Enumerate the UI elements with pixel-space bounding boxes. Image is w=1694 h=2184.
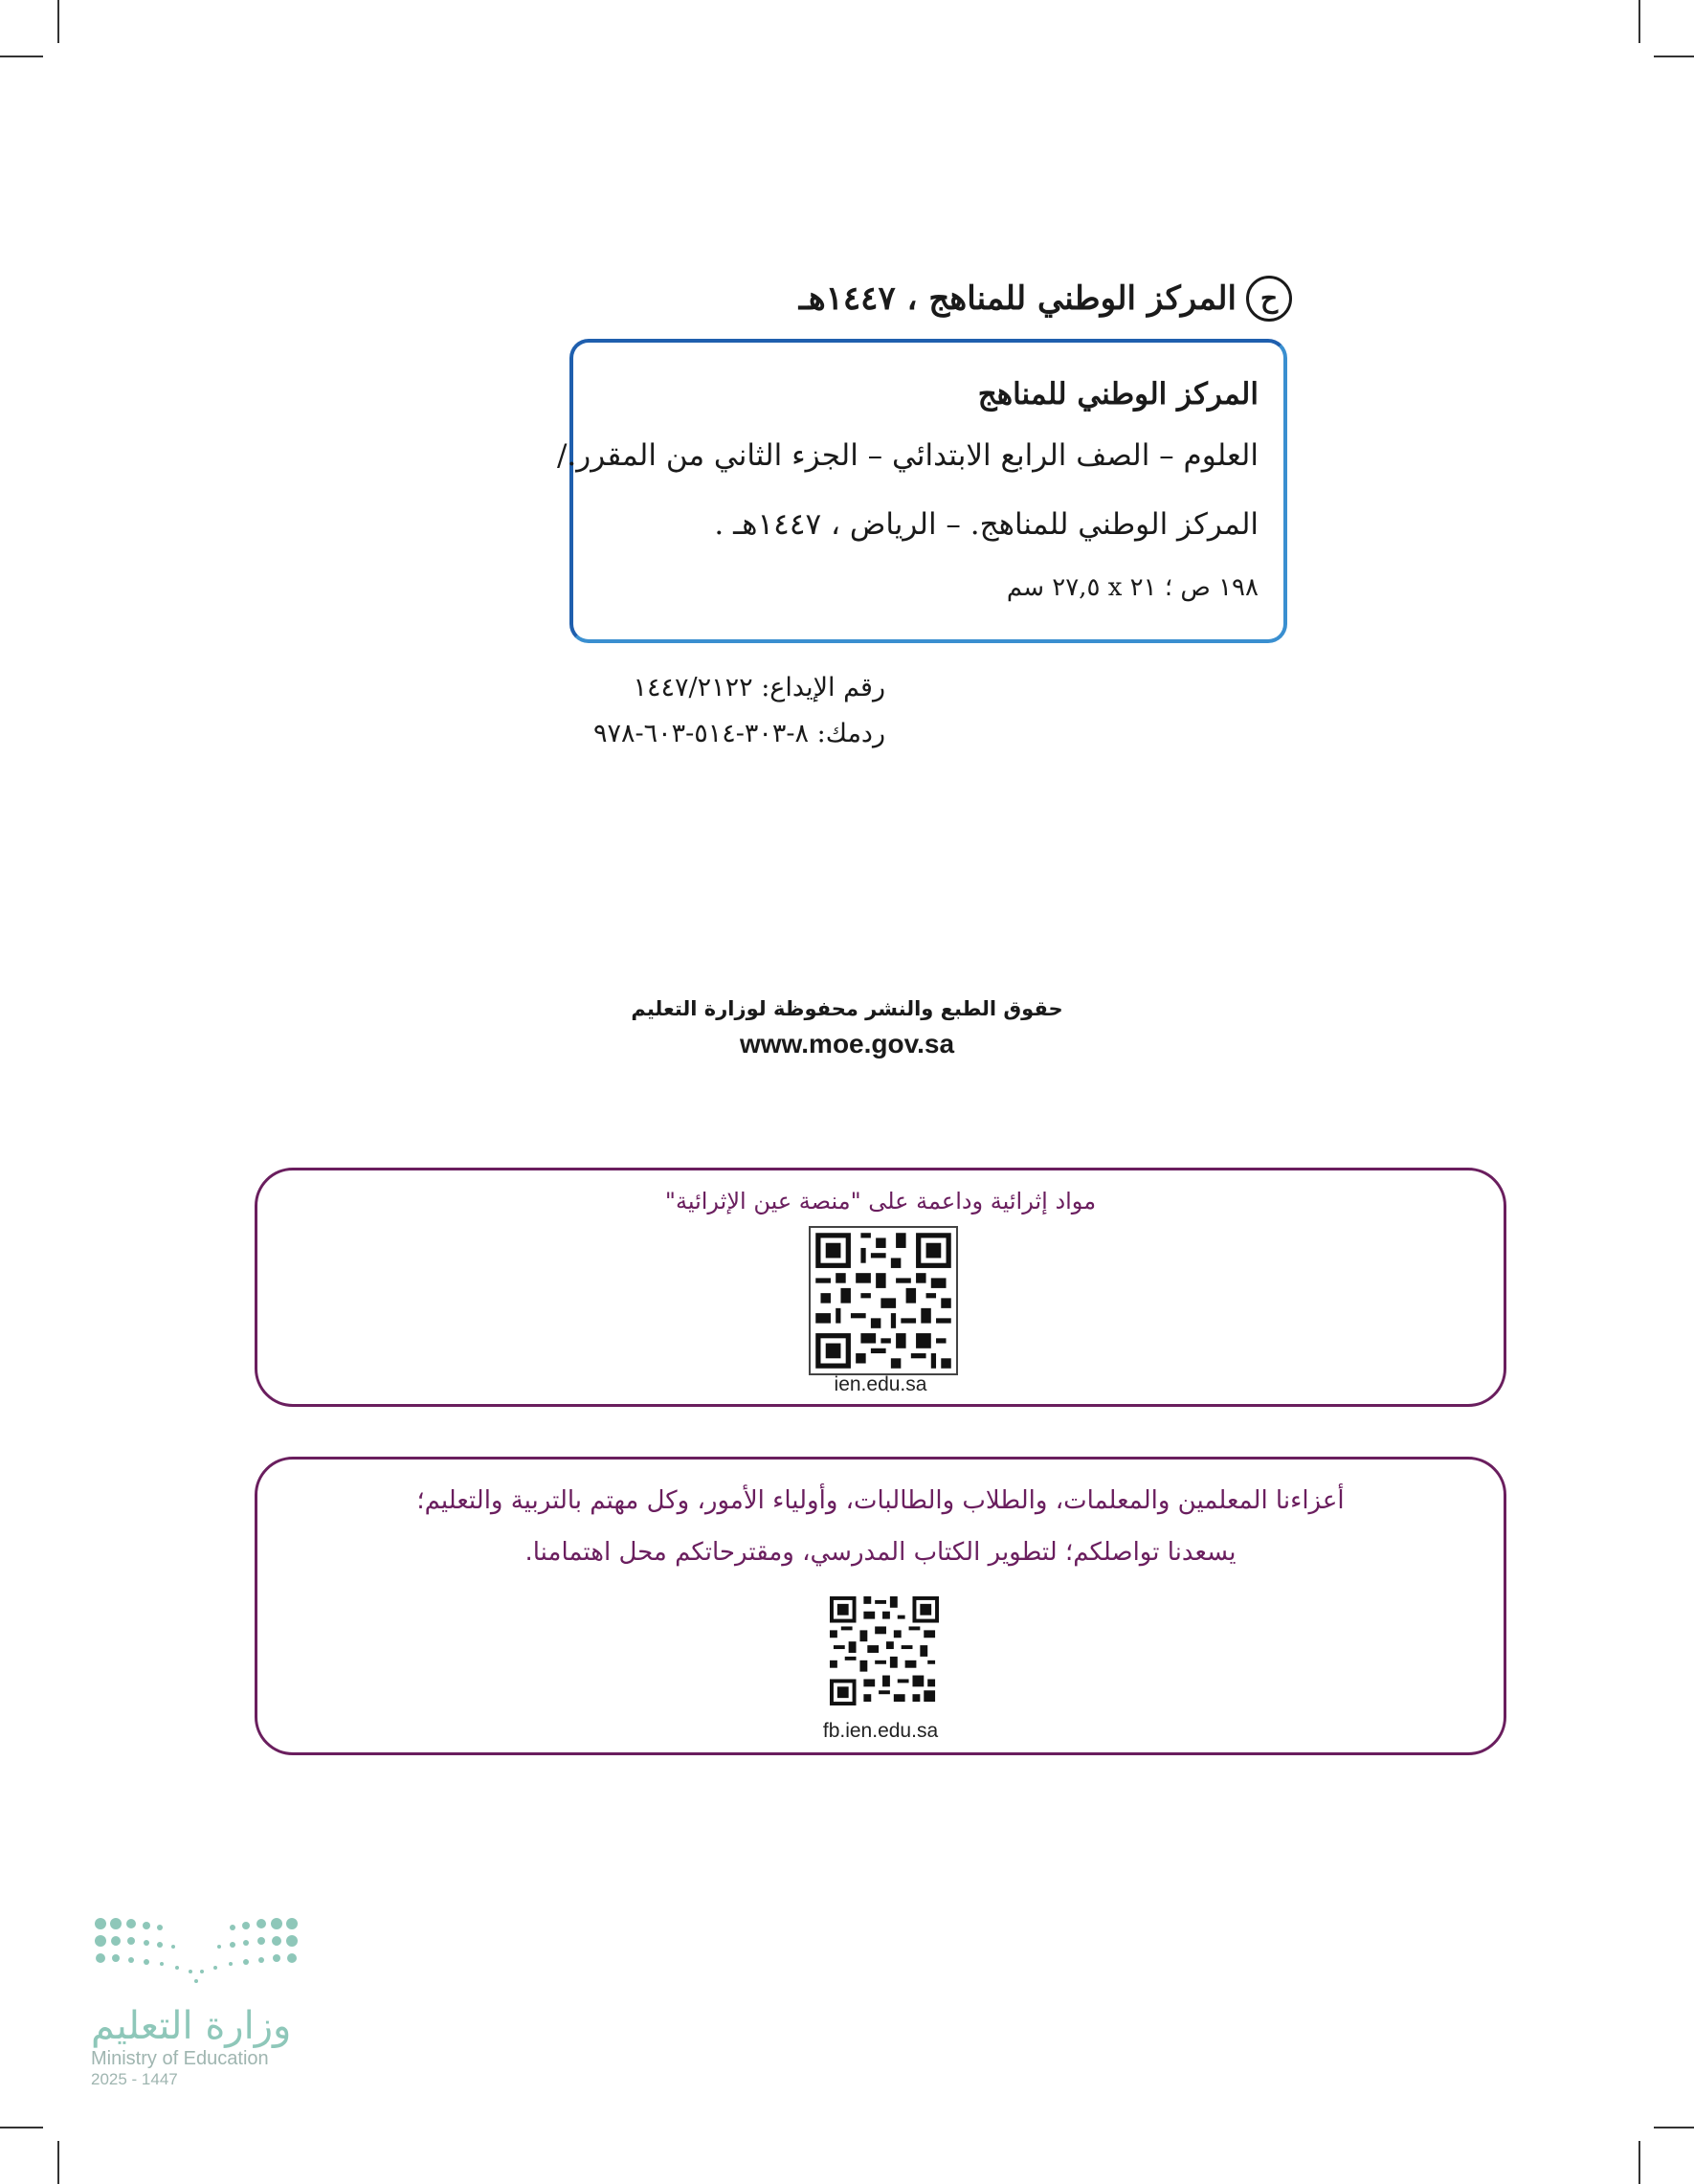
feedback-qr-code[interactable] bbox=[830, 1596, 939, 1705]
crop-mark-top-right-h bbox=[1654, 56, 1694, 57]
enrichment-title: مواد إثرائية وداعمة على "منصة عين الإثرائية" bbox=[664, 1188, 1097, 1215]
copyright-symbol: ح bbox=[1246, 276, 1292, 322]
crop-mark-top-right-v bbox=[1638, 0, 1640, 43]
cip-line-title: العلوم – الصف الرابع الابتدائي – الجزء الثاني من المقرر./ bbox=[556, 438, 1259, 473]
website-link[interactable]: www.moe.gov.sa bbox=[739, 1029, 955, 1059]
copyright-text: المركز الوطني للمناهج ، ١٤٤٧هـ bbox=[798, 279, 1237, 318]
crop-mark-top-left-h bbox=[0, 56, 43, 57]
cip-line-publisher: المركز الوطني للمناهج bbox=[977, 377, 1259, 412]
qr-code-icon bbox=[830, 1596, 939, 1705]
feedback-line-2: يسعدنا تواصلكم؛ لتطوير الكتاب المدرسي، ومقترحاتكم محل اهتمامنا. bbox=[524, 1538, 1237, 1567]
crop-mark-top-left-v bbox=[57, 0, 59, 43]
enrichment-url[interactable]: ien.edu.sa bbox=[834, 1373, 927, 1395]
enrichment-qr-code[interactable] bbox=[809, 1226, 958, 1375]
feedback-line-1: أعزاءنا المعلمين والمعلمات، والطلاب والطالبات، وأولياء الأمور، وكل مهتم بالتربية والتعليم؛ bbox=[416, 1486, 1345, 1515]
ministry-year: 2025 - 1447 bbox=[91, 2070, 178, 2088]
feedback-panel bbox=[255, 1457, 1506, 1755]
ministry-dots-icon bbox=[91, 1914, 301, 1991]
rights-notice: حقوق الطبع والنشر محفوظة لوزارة التعليم bbox=[631, 997, 1063, 1020]
qr-code-icon bbox=[811, 1228, 956, 1373]
crop-mark-bottom-left-h bbox=[0, 2127, 43, 2128]
ministry-arabic-name: وزارة التعليم bbox=[91, 2004, 292, 2048]
copyright-line bbox=[799, 276, 1292, 322]
crop-mark-bottom-left-v bbox=[57, 2141, 59, 2184]
feedback-url[interactable]: fb.ien.edu.sa bbox=[822, 1720, 939, 1742]
crop-mark-bottom-right-v bbox=[1638, 2141, 1640, 2184]
cip-box bbox=[556, 339, 1287, 643]
ministry-english-name: Ministry of Education bbox=[91, 2048, 269, 2069]
cip-line-physical: ١٩٨ ص ؛ ٢١ x ٢٧,٥ سم bbox=[1006, 573, 1259, 602]
deposit-number: رقم الإيداع: ١٤٤٧/٢١٢٢ bbox=[633, 673, 885, 702]
deposit-info bbox=[517, 665, 885, 757]
isbn-number: ردمك: ٨-٣٠٣-٥١٤-٦٠٣-٩٧٨ bbox=[592, 719, 885, 748]
ministry-logo bbox=[91, 1914, 311, 2089]
enrichment-panel bbox=[255, 1168, 1506, 1407]
crop-mark-bottom-right-h bbox=[1654, 2127, 1694, 2128]
cip-line-imprint: المركز الوطني للمناهج. – الرياض ، ١٤٤٧هـ . bbox=[714, 507, 1259, 542]
